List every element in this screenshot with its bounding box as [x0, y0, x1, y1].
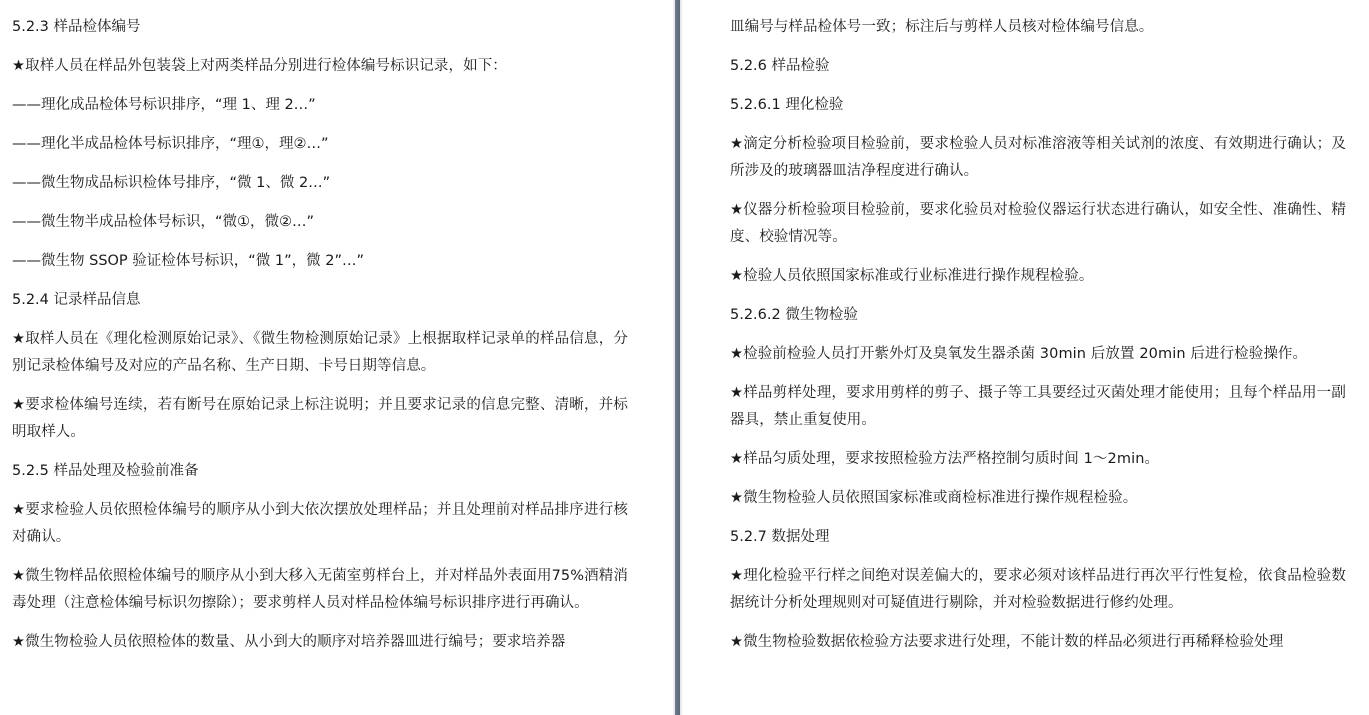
section-heading-5-2-4: 5.2.4 记录样品信息	[12, 292, 141, 308]
section-heading-5-2-5: 5.2.5 样品处理及检验前准备	[12, 463, 199, 479]
paragraph: ★微生物检验人员依照国家标准或商检标准进行操作规程检验。	[730, 490, 1138, 506]
paragraph: ★取样人员在《理化检测原始记录》、《微生物检测原始记录》上根据取样记录单的样品信息，分别记录检体编号及对应的产品名称、生产日期、卡号日期等信息。	[12, 331, 628, 374]
left-column	[12, 14, 628, 668]
right-page	[683, 0, 1369, 715]
dash-list-item: ——微生物半成品检体号标识，“微①，微②…”	[12, 214, 315, 230]
paragraph: ★要求检体编号连续，若有断号在原始记录上标注说明；并且要求记录的信息完整、清晰，并标明取样人。	[12, 397, 628, 440]
section-heading-5-2-3: 5.2.3 样品检体编号	[12, 19, 141, 35]
page-divider	[673, 0, 683, 715]
dash-list-item: ——理化半成品检体号标识排序，“理①，理②…”	[12, 136, 329, 152]
paragraph: ★检验前检验人员打开紫外灯及臭氧发生器杀菌 30min 后放置 20min 后进行检验操作。	[730, 346, 1308, 362]
section-heading-5-2-6-2: 5.2.6.2 微生物检验	[730, 307, 858, 323]
paragraph: ★样品匀质处理，要求按照检验方法严格控制匀质时间 1～2min。	[730, 451, 1160, 467]
paragraph: ★样品剪样处理，要求用剪样的剪子、摄子等工具要经过灭菌处理才能使用；且每个样品用一副器具，禁止重复使用。	[730, 385, 1346, 428]
paragraph: ★微生物检验数据依检验方法要求进行处理，不能计数的样品必须进行再稀释检验处理	[730, 634, 1284, 650]
dash-list-item: ——理化成品检体号标识排序，“理 1、理 2…”	[12, 97, 316, 113]
left-page	[0, 0, 673, 715]
dash-list-item: ——微生物成品标识检体号排序，“微 1、微 2…”	[12, 175, 331, 191]
paragraph: ★微生物样品依照检体编号的顺序从小到大移入无菌室剪样台上，并对样品外表面用75%酒精消毒处理（注意检体编号标识勿擦除）；要求剪样人员对样品检体编号标识排序进行再确认。	[12, 568, 628, 611]
paragraph: ★理化检验平行样之间绝对误差偏大的，要求必须对该样品进行再次平行性复检，依食品检验数据统计分析处理规则对可疑值进行剔除，并对检验数据进行修约处理。	[730, 568, 1346, 611]
paragraph: ★滴定分析检验项目检验前，要求检验人员对标准溶液等相关试剂的浓度、有效期进行确认；及所涉及的玻璃器皿洁净程度进行确认。	[730, 136, 1346, 179]
paragraph: 皿编号与样品检体号一致；标注后与剪样人员核对检体编号信息。	[730, 19, 1154, 35]
paragraph: ★仪器分析检验项目检验前，要求化验员对检验仪器运行状态进行确认，如安全性、准确性、精度、校验情况等。	[730, 202, 1346, 245]
right-column	[730, 14, 1346, 668]
paragraph: ★微生物检验人员依照检体的数量、从小到大的顺序对培养器皿进行编号；要求培养器	[12, 634, 566, 650]
dash-list-item: ——微生物 SSOP 验证检体号标识，“微 1”，微 2”…”	[12, 253, 364, 269]
section-heading-5-2-7: 5.2.7 数据处理	[730, 529, 830, 545]
section-heading-5-2-6-1: 5.2.6.1 理化检验	[730, 97, 844, 113]
paragraph: ★检验人员依照国家标准或行业标准进行操作规程检验。	[730, 268, 1094, 284]
paragraph: ★取样人员在样品外包装袋上对两类样品分别进行检体编号标识记录，如下：	[12, 58, 507, 74]
section-heading-5-2-6: 5.2.6 样品检验	[730, 58, 830, 74]
paragraph: ★要求检验人员依照检体编号的顺序从小到大依次摆放处理样品；并且处理前对样品排序进行核对确认。	[12, 502, 628, 545]
